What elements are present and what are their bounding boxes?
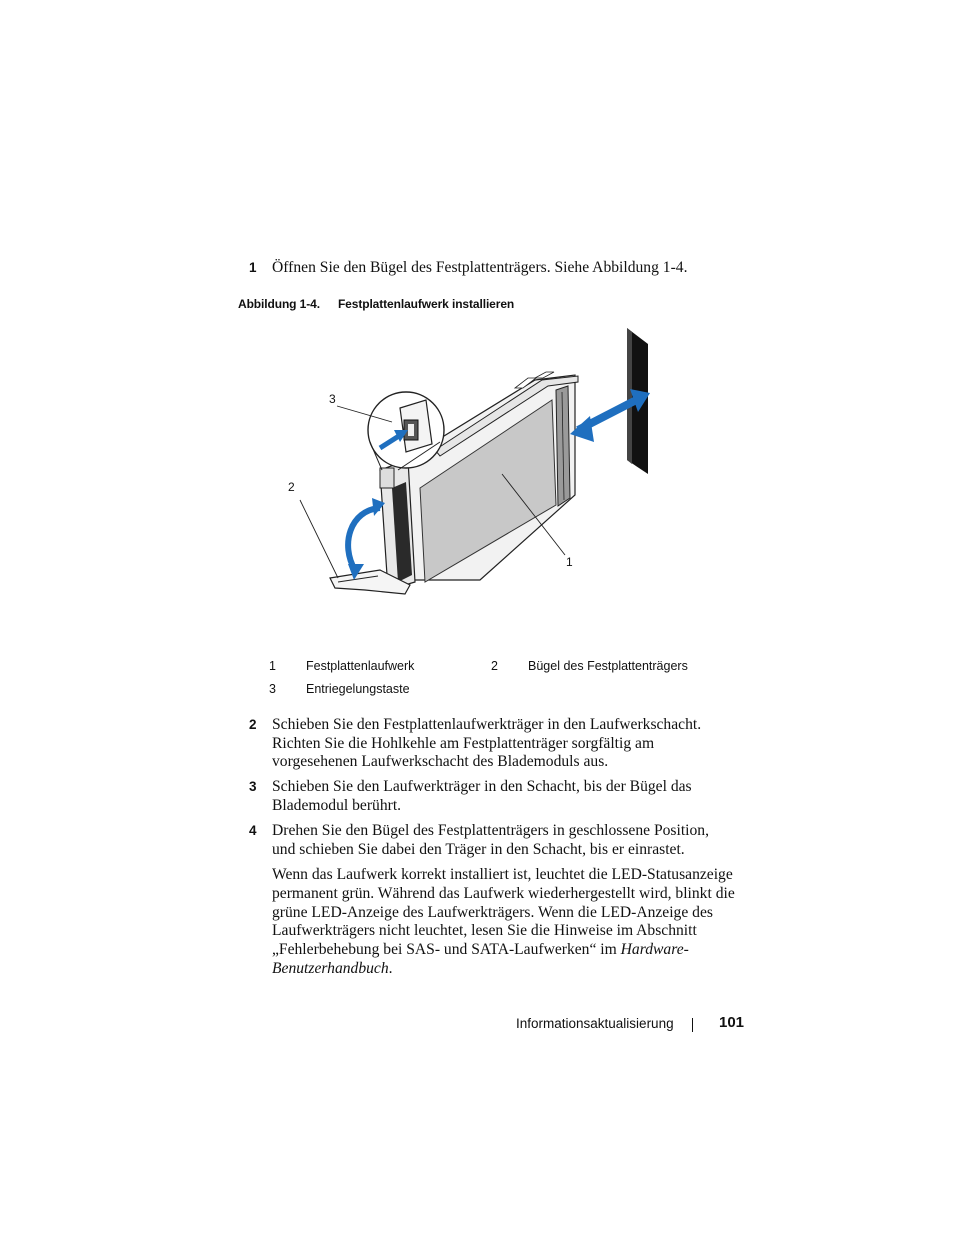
callout-3: 3: [329, 392, 336, 406]
step-number: 1: [249, 260, 257, 275]
drive-install-illustration: [280, 320, 660, 610]
manual-title: Hardware-Benutzerhandbuch: [272, 941, 689, 977]
legend-label: Entriegelungstaste: [306, 682, 410, 696]
figure-title: Festplattenlaufwerk installieren: [337, 297, 515, 311]
note-end: .: [388, 959, 393, 977]
release-button: [380, 468, 394, 488]
step-4: [249, 822, 719, 859]
footer-divider: [692, 1018, 693, 1032]
page-number: 101: [719, 1014, 745, 1031]
step-number: 4: [249, 823, 257, 838]
footer-section-title: Informationsaktualisierung: [516, 1016, 674, 1031]
rotate-arrow: [348, 508, 380, 570]
legend-num: 3: [269, 682, 276, 696]
figure-illustration: [280, 320, 660, 610]
status-note: [272, 866, 742, 979]
legend-label: Festplattenlaufwerk: [306, 659, 415, 673]
step-3: [249, 778, 719, 815]
legend-num: 1: [269, 659, 276, 673]
figure-caption: [238, 297, 514, 311]
note-text: Wenn das Laufwerk korrekt installiert ist, leuchtet die LED-Statusanzeige permanent grün. Während das Laufwerk wiederhergestellt wird, blinkt die grüne LED-Anzeige des Laufwerkträgers. Wenn die LED-Anzeige des Laufwerkträgers nicht leuchtet, lesen Sie die Hinweise im Abschnitt „Fehlerbehebung bei SAS- und SATA-Laufwerken“ im: [272, 866, 735, 959]
figure-label: Abbildung 1-4.: [238, 297, 320, 311]
step-number: 2: [249, 717, 257, 732]
callout-2: 2: [288, 480, 295, 494]
callout-1: 1: [566, 555, 573, 569]
step-text: Schieben Sie den Laufwerkträger in den Schacht, bis der Bügel das Blademodul berührt.: [272, 778, 692, 814]
step-number: 3: [249, 779, 257, 794]
legend-num: 2: [491, 659, 498, 673]
step-text: Schieben Sie den Festplattenlaufwerkträger in den Laufwerkschacht. Richten Sie die Hohlkehle am Festplattenträger sorgfältig am vorgesehenen Laufwerkschacht des Blademoduls aus.: [272, 716, 702, 771]
legend-label: Bügel des Festplattenträgers: [528, 659, 688, 673]
step-text: Drehen Sie den Bügel des Festplattenträgers in geschlossene Position, und schieben Sie dabei den Träger in den Schacht, bis er einrastet.: [272, 822, 709, 858]
step-text: Öffnen Sie den Bügel des Festplattenträgers. Siehe Abbildung 1-4.: [272, 259, 688, 276]
step-2: [249, 716, 719, 772]
step-1: [249, 259, 749, 278]
